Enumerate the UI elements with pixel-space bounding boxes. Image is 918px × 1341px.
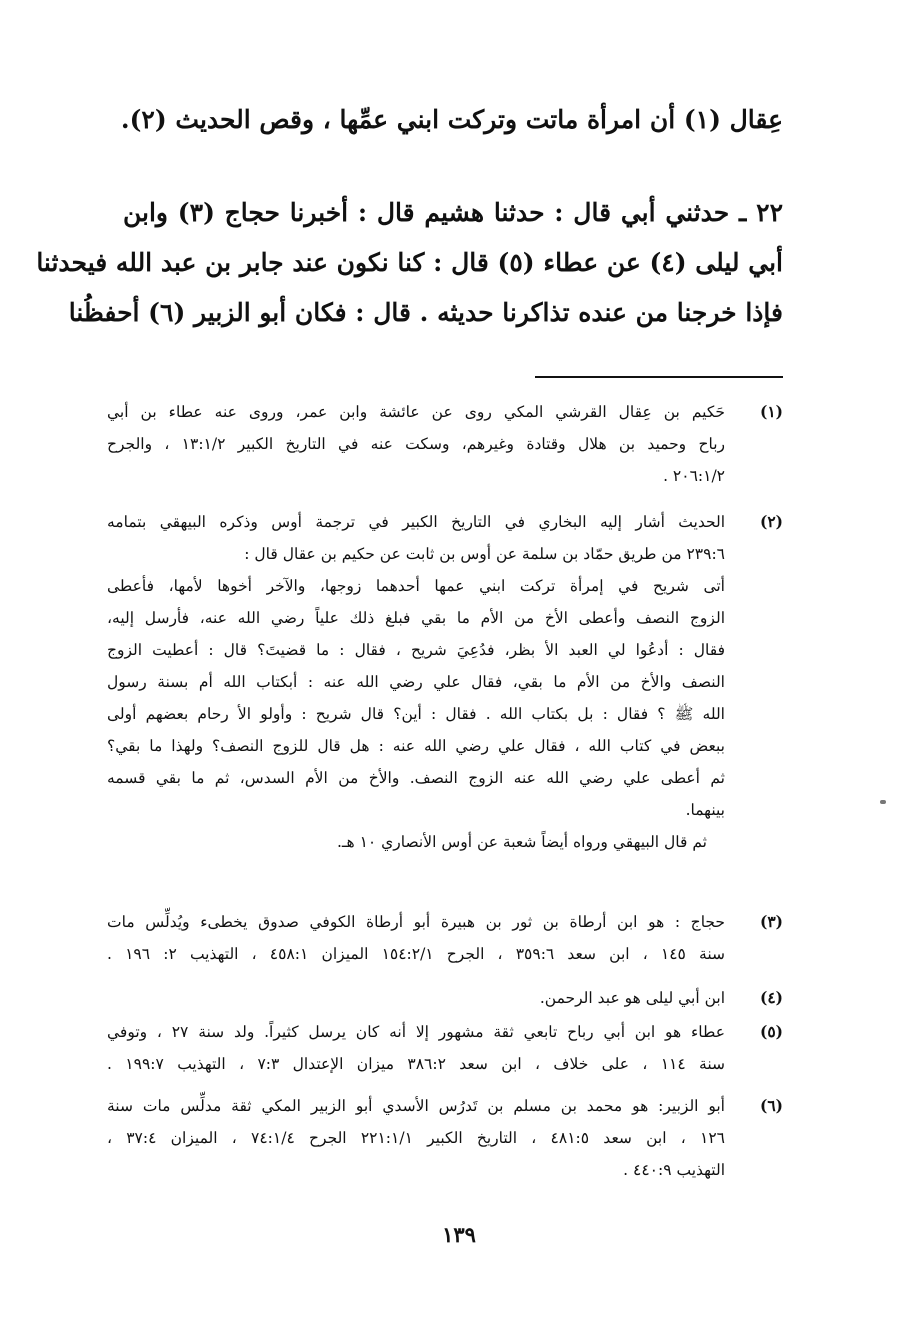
footnote-line: رباح وحميد بن هلال وقتادة وغيرهم، وسكت عنه في التاريخ الكبير ١٣:١/٢ ، والجرح	[107, 435, 725, 453]
footnote-line: التهذيب ٤٤٠:٩ .	[623, 1161, 725, 1179]
footnote-line: عطاء هو ابن أبي رباح تابعي ثقة مشهور إلا أنه كان يرسل كثيراً. ولد سنة ٢٧ ، وتوفي	[107, 1023, 725, 1041]
page-number: ١٣٩	[442, 1222, 476, 1247]
main-line: أبي ليلى (٤) عن عطاء (٥) قال : كنا نكون عند جابر بن عبد الله فيحدثنا	[36, 248, 783, 277]
footnote-line: ثم قال البيهقي ورواه أيضاً شعبة عن أوس الأنصاري ١٠ هـ.	[336, 833, 707, 851]
footnote-line: الحديث أشار إليه البخاري في التاريخ الكبير في ترجمة أوس وذكره البيهقي بتمامه	[107, 513, 725, 531]
footnote-quote-line: ببعض في كتاب الله ، فقال علي رضي الله عنه : هل قال للزوج النصف؟ ولهذا ما بقي؟	[107, 737, 725, 755]
footnote-number: (٢)	[759, 512, 783, 531]
hadith-number: ٢٢ ـ	[739, 198, 783, 227]
footnote-quote-line: فقال : أدعُوا لي العبد الأ بظر، فدُعِيَ شريح ، فقال : ما قضيتَ؟ قال : أعطيت الزوج	[107, 641, 725, 659]
footnote-number: (٥)	[759, 1022, 783, 1041]
footnote-line: حجاج : هو ابن أرطاة بن ثور بن هبيرة أبو أرطاة الكوفي صدوق يخطىء ويُدلِّس مات	[107, 913, 725, 931]
main-text-top	[120, 95, 783, 145]
footnote-line: ١٢٦ ، ابن سعد ٤٨١:٥ ، التاريخ الكبير ٢٢١:١/١ الجرح ٧٤:١/٤ ، الميزان ٣٧:٤ ،	[107, 1129, 725, 1147]
footnote-line: سنة ١١٤ ، على خلاف ، ابن سعد ٣٨٦:٢ ميزان الإعتدال ٧:٣ ، التهذيب ١٩٩:٧ .	[107, 1055, 726, 1073]
footnote-6	[107, 1090, 783, 1186]
footnote-line: ٢٣٩:٦ من طريق حمّاد بن سلمة عن أوس بن ثابت عن حكيم بن عقال قال :	[244, 545, 725, 563]
footnote-text	[107, 982, 725, 1014]
footnote-quote-line: بينهما.	[685, 801, 725, 819]
main-line: فإذا خرجنا من عنده تذاكرنا حديثه . قال : فكان أبو الزبير (٦) أحفظُنا	[68, 298, 783, 327]
footnote-number: (١)	[759, 402, 783, 421]
footnote-text	[107, 506, 725, 858]
hadith-22	[36, 188, 783, 338]
footnote-line: ٢٠٦:١/٢ .	[663, 467, 725, 485]
scan-speck	[880, 800, 886, 804]
footnote-quote-line: أتى شريح في إمرأة تركت ابني عمها أحدهما زوجها، والآخر أخوها لأمها، فأعطى	[107, 577, 725, 595]
footnote-text	[107, 1090, 725, 1186]
footnote-text	[107, 396, 725, 492]
footnote-3	[107, 906, 783, 970]
footnote-line: سنة ١٤٥ ، ابن سعد ٣٥٩:٦ ، الجرح ١٥٤:٢/١ الميزان ٤٥٨:١ ، التهذيب ٢: ١٩٦ .	[107, 945, 726, 963]
footnote-2	[107, 506, 783, 858]
footnote-number: (٦)	[759, 1096, 783, 1115]
footnote-quote-line: النصف والأخ من الأم ما بقي، فقال علي رضي الله عنه : أبكتاب الله أم بسنة رسول	[107, 673, 725, 691]
footnote-number: (٣)	[759, 912, 783, 931]
footnote-quote-line: الله ﷺ ؟ فقال : بل بكتاب الله . فقال : أين؟ قال شريح : وأولو الأ رحام بعضهم أولى	[107, 705, 725, 723]
footnote-5	[107, 1016, 783, 1080]
footnote-quote-line: الزوج النصف وأعطى الأخ من الأم ما بقي فبلغ ذلك علياً رضي الله عنه، فأرسل إليه،	[107, 609, 725, 627]
footnote-line: أبو الزبير: هو محمد بن مسلم بن تَدرُس الأسدي أبو الزبير المكي ثقة مدلِّس مات سنة	[107, 1097, 725, 1115]
footnote-line: حَكيم بن عِقال القرشي المكي روى عن عائشة وابن عمر، وروى عنه عطاء بن أبي	[107, 403, 725, 421]
main-line	[123, 188, 783, 238]
footnote-text	[107, 906, 725, 970]
footnote-text	[107, 1016, 725, 1080]
footnote-quote-line: ثم أعطى علي رضي الله عنه الزوج النصف. والأخ من الأم السدس، ثم ما بقي قسمه	[107, 769, 725, 787]
footnote-line: ابن أبي ليلى هو عبد الرحمن.	[539, 989, 725, 1007]
footnote-4	[107, 982, 783, 1014]
main-line-text: حدثني أبي قال : حدثنا هشيم قال : أخبرنا حجاج (٣) وابن	[123, 198, 730, 227]
footnote-divider	[535, 376, 783, 378]
main-line: عِقال (١) أن امرأة ماتت وتركت ابني عمِّها ، وقص الحديث (٢).	[120, 105, 783, 134]
footnote-1	[107, 396, 783, 492]
footnote-number: (٤)	[759, 988, 783, 1007]
